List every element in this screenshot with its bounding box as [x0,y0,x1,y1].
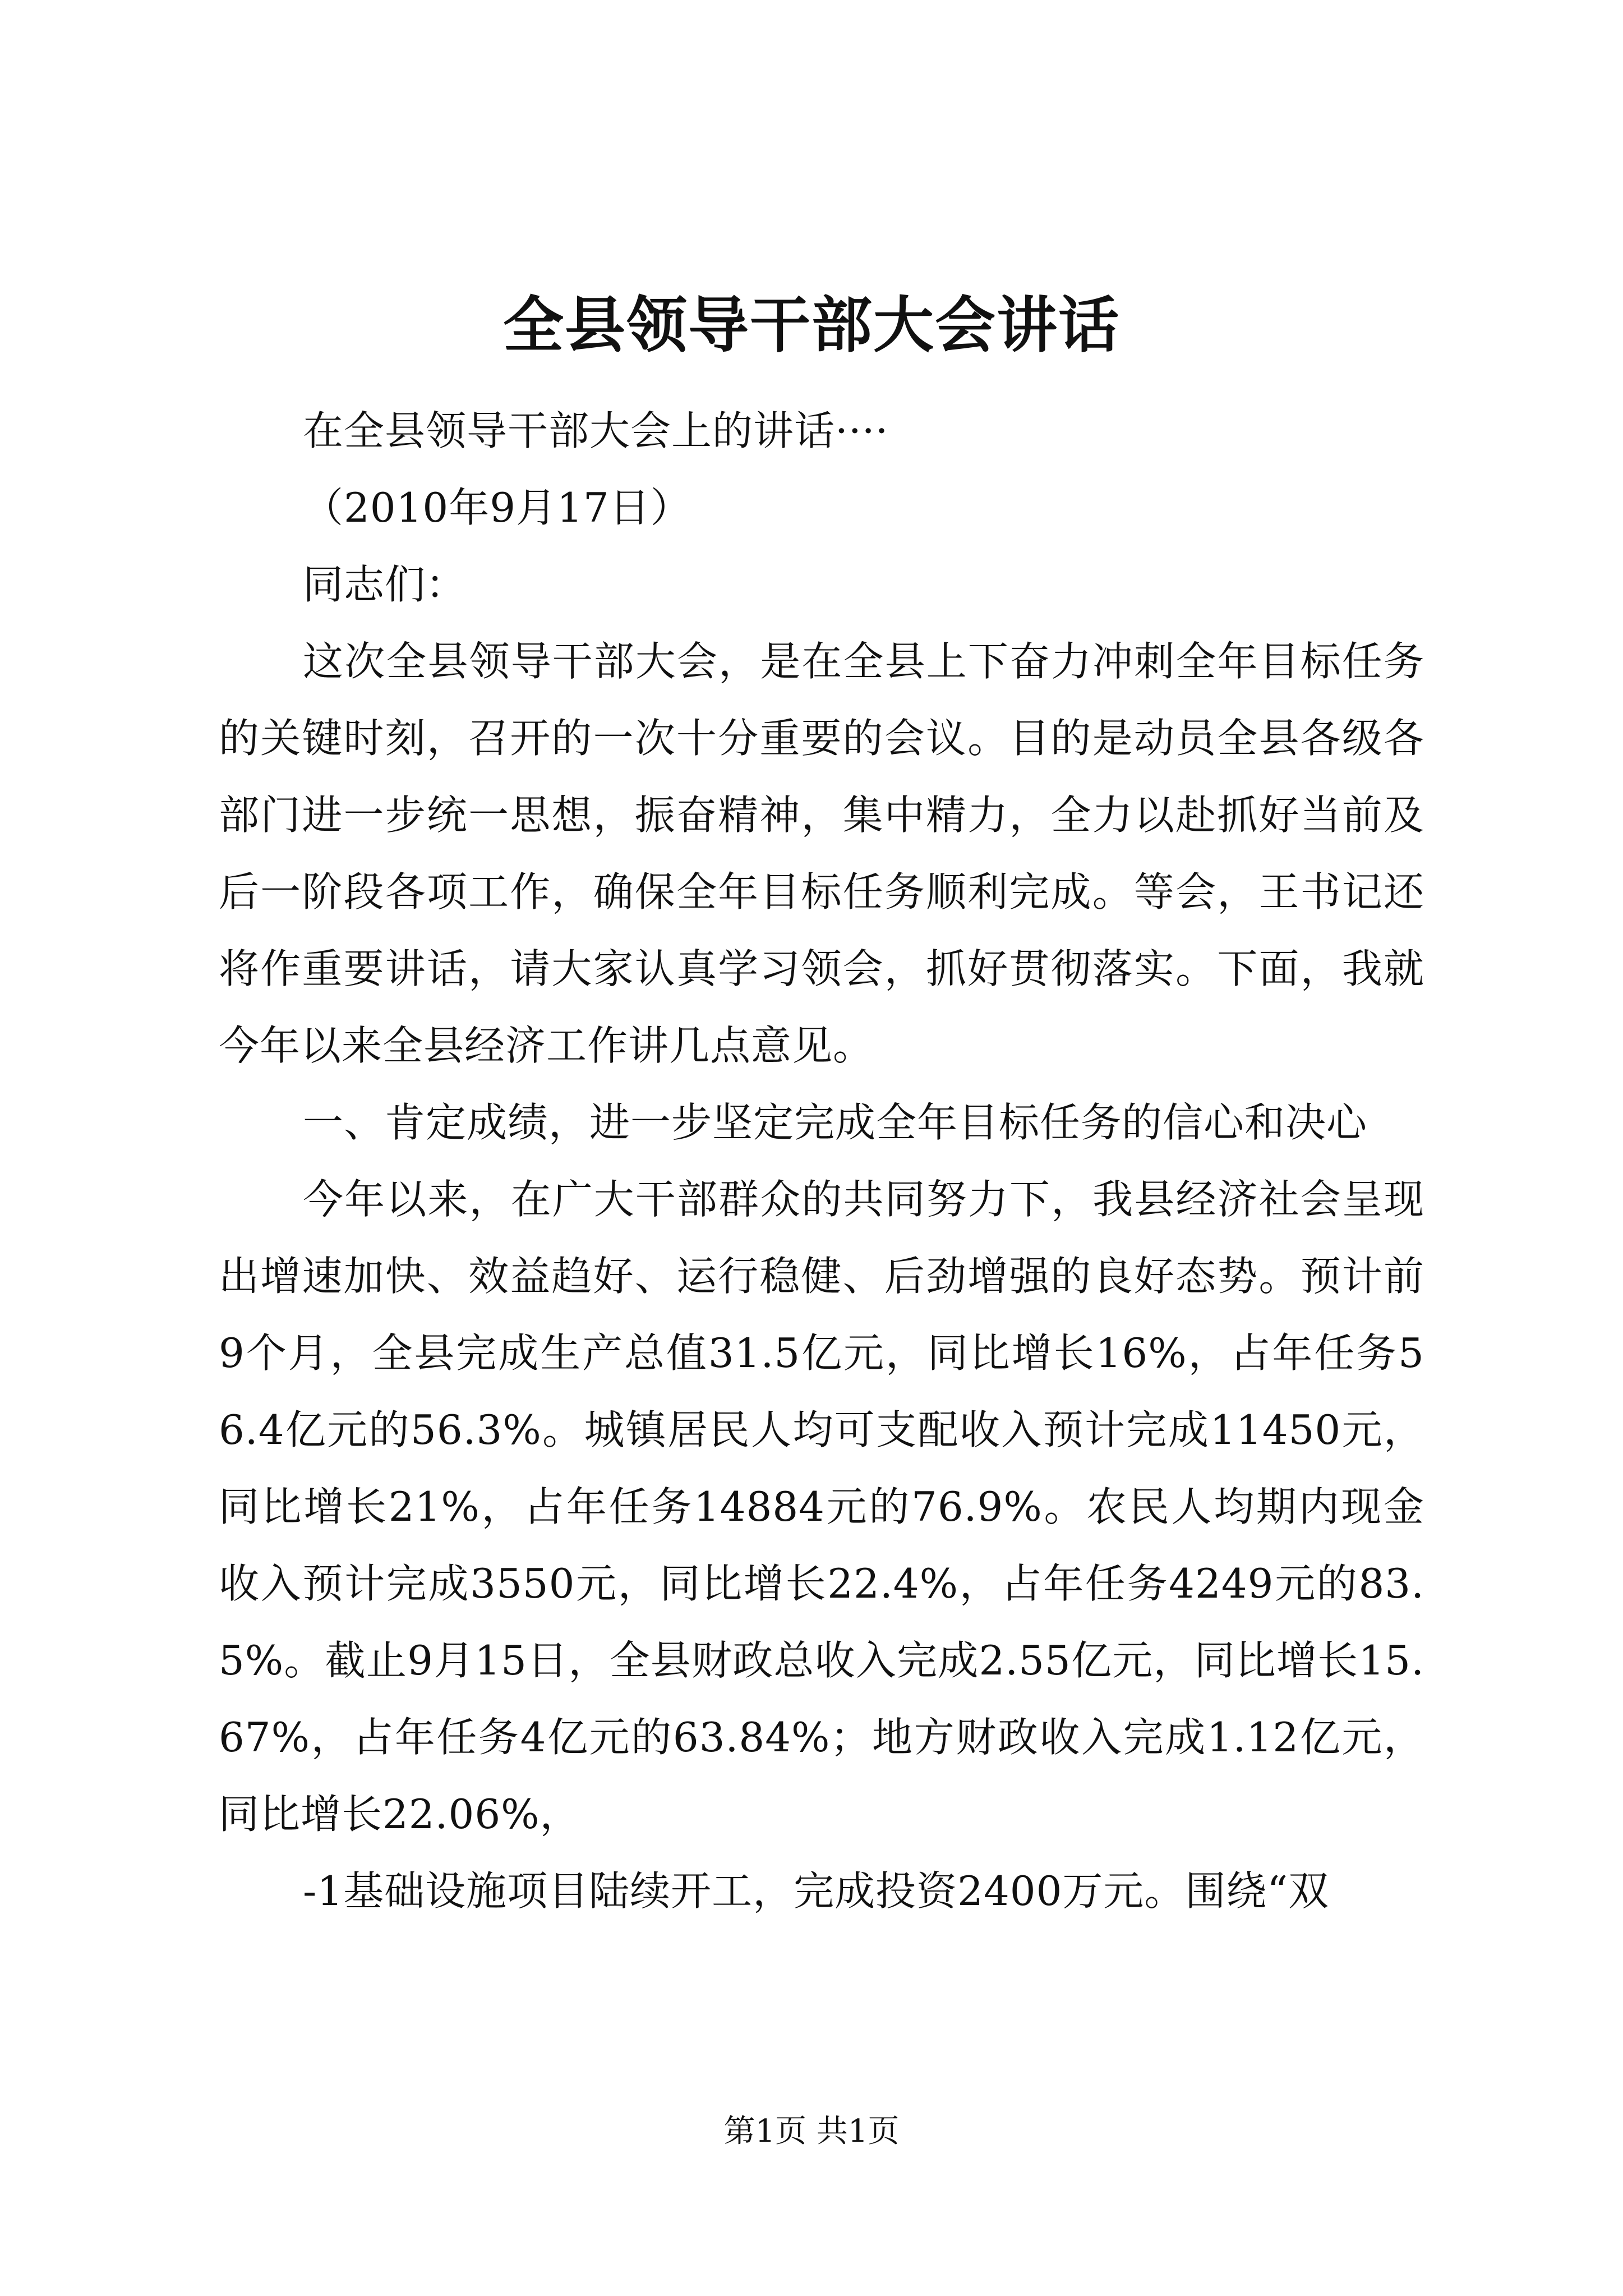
document-title: 全县领导干部大会讲话 [502,290,1120,361]
document-body [219,393,1424,1930]
body-paragraph: -1基础设施项目陆续开工，完成投资2400万元。围绕“双 [303,1867,1330,1915]
page-number-footer: 第1页 共1页 [723,2113,900,2150]
subtitle-line: 在全县领导干部大会上的讲话···· [303,407,889,454]
body-paragraph: 这次全县领导干部大会，是在全县上下奋力冲刺全年目标任务的关键时刻，召开的一次十分重要的会议。目的是动员全县各级各部门进一步统一思想，振奋精神，集中精力，全力以赴抓好当前及后一阶段各项工作，确保全年目标任务顺利完成。等会，王书记还将作重要讲话，请大家认真学习领会，抓好贯彻落实。下面，我就今年以来全县经济工作讲几点意见。 [219,638,1424,1069]
body-paragraph: 今年以来，在广大干部群众的共同努力下，我县经济社会呈现出增速加快、效益趋好、运行稳健、后劲增强的良好态势。预计前9个月，全县完成生产总值31.5亿元，同比增长16%，占年任务56.4亿元的56.3%。城镇居民人均可支配收入预计完成11450元，同比增长21%，占年任务14884元的76.9%。农民人均期内现金收入预计完成3550元，同比增长22.4%，占年任务4249元的83.5%。截止9月15日，全县财政总收入完成2.55亿元，同比增长15.67%，占年任务4亿元的63.84%；地方财政收入完成1.12亿元，同比增长22.06%， [219,1176,1424,1838]
section-heading: 一、肯定成绩，进一步坚定完成全年目标任务的信心和决心 [303,1099,1368,1146]
date-line: （2010年9月17日） [303,484,691,531]
salutation: 同志们： [303,561,467,608]
